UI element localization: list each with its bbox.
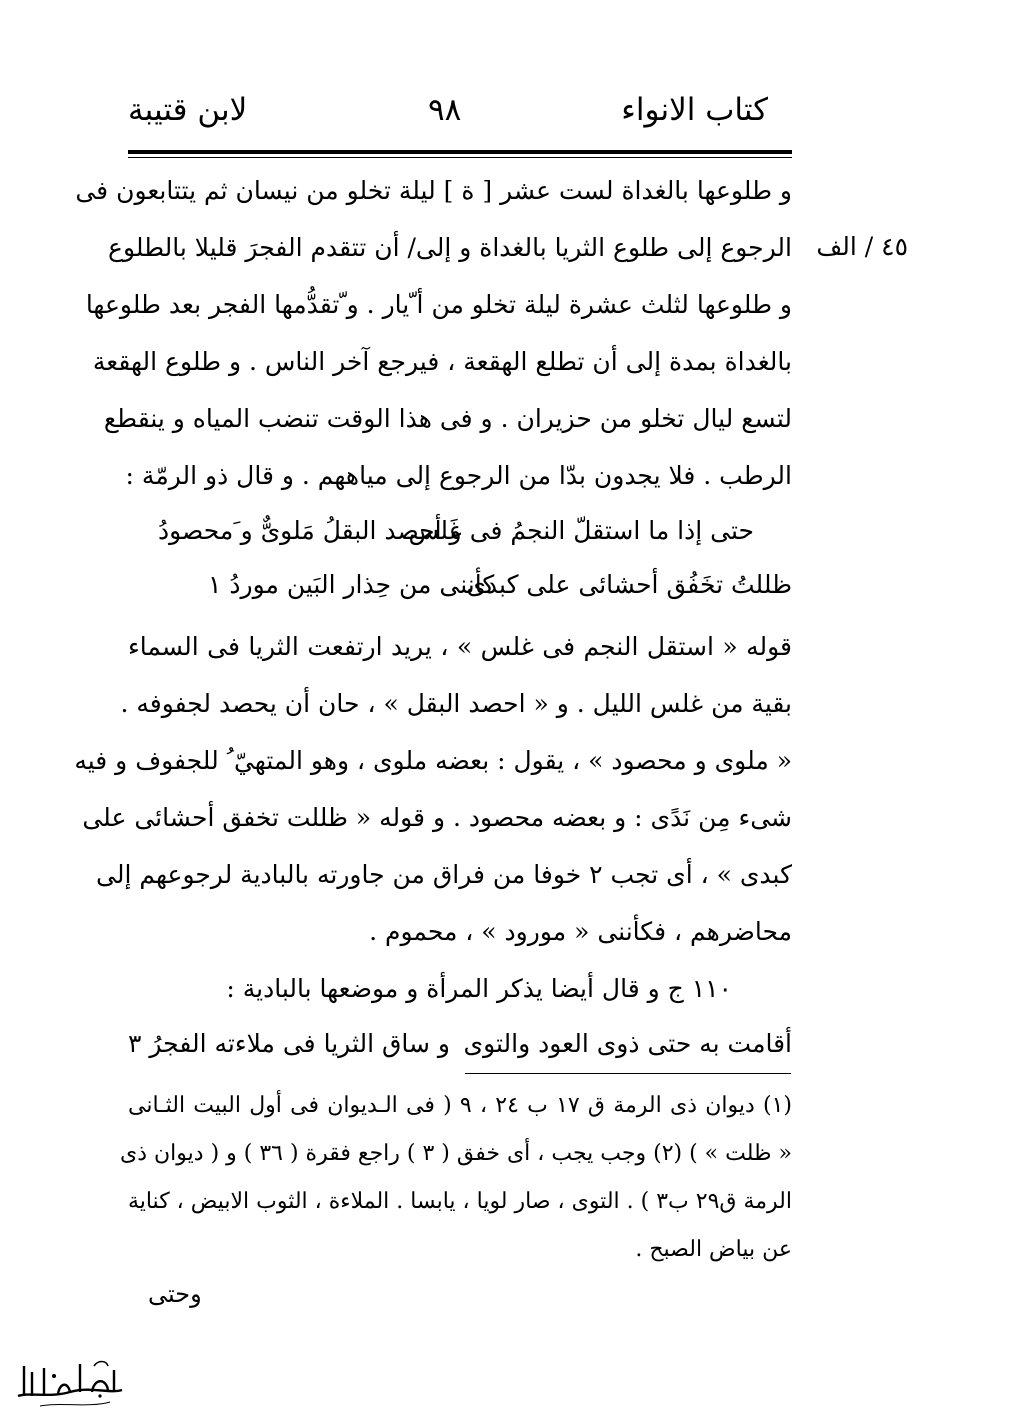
catchword: وحتى [148, 1280, 202, 1308]
library-stamp-logo [10, 1352, 130, 1418]
commentary-line: « ملوى و محصود » ، يقول : بعضه ملوى ، وهو المتهيّ ُ للجفوف و فيه [74, 746, 792, 775]
text-line: الرطب . فلا يجدون بدّا من الرجوع إلى مياههم . و قال ذو الرمّة : [125, 461, 792, 490]
verse-line [128, 558, 792, 612]
commentary-line: كبدى » ، أى تجب ٢ خوفا من فراق من جاورته بالبادية لرجوعهم إلى [96, 860, 792, 889]
manuscript-folio-note: ٤٥ / الف [816, 232, 908, 261]
verse-line [128, 1017, 792, 1071]
hemistich: ظللتُ تخَفُق أحشائى على كبدى [466, 570, 792, 599]
header-rule-thick [128, 150, 792, 154]
commentary-line: محاضرهم ، فكأننى « مورود » ، محموم . [369, 917, 792, 946]
header-rule-thin [128, 157, 792, 158]
main-text [74, 162, 792, 1071]
hemistich: و أحصد البقلُ مَلوىٌّ و َمحصودُ [158, 516, 462, 545]
footnote-line: الرمة ق٢٩ ب٣ ) . التوى ، صار لويا ، يابسا . الملاءة ، الثوب الابيض ، كناية [127, 1189, 792, 1214]
footnote-line: عن بياض الصبح . [635, 1237, 792, 1262]
hemistich: حتى إذا ما استقلّ النجمُ فى غَلس [408, 516, 754, 545]
author-name: لابن قتيبة [128, 92, 248, 128]
hemistich: أقامت به حتى ذوى العود والتوى [463, 1029, 792, 1058]
text-line: الرجوع إلى طلوع الثريا بالغداة و إلى/ أن تتقدم الفجرَ قليلا بالطلوع [108, 233, 792, 262]
hemistich: و ساق الثريا فى ملاءته الفجرُ ٣ [128, 1029, 450, 1058]
text-line: و طلوعها بالغداة لست عشر [ ة ] ليلة تخلو من نيسان ثم يتتابعون فى [75, 176, 792, 205]
section-heading-line: ١١٠ ج و قال أيضا يذكر المرأة و موضعها بالبادية : [226, 974, 732, 1003]
page-number: ٩٨ [428, 92, 462, 128]
verse-line [128, 504, 792, 558]
hemistich: كأننى من حِذار البَين موردُ ١ [208, 570, 495, 599]
text-line: بالغداة بمدة إلى أن تطلع الهقعة ، فيرجع آخر الناس . و طلوع الهقعة [92, 347, 792, 376]
book-title: كتاب الانواء [621, 92, 768, 128]
footnote-rule [465, 1073, 791, 1074]
footnote-line: « ظلت » ) (٢) وجب يجب ، أى خفق ( ٣ ) راجع فقرة ( ٣٦ ) و ( ديوان ذى [120, 1141, 792, 1166]
text-line: و طلوعها لثلث عشرة ليلة تخلو من أ ّيار . و ّتقدُّمها الفجر بعد طلوعها [85, 290, 792, 319]
running-header [128, 92, 768, 142]
commentary-line: شىء مِن نَدًى : و بعضه محصود . و قوله « ظللت تخفق أحشائى على [82, 803, 792, 832]
commentary-line: بقية من غلس الليل . و « احصد البقل » ، حان أن يحصد لجفوفه . [120, 689, 792, 718]
footnote-line: (١) ديوان ذى الرمة ق ١٧ ب ٢٤ ، ٩ ( فى الـديوان فى أول البيت الثـانى [128, 1093, 792, 1118]
commentary-line: قوله « استقل النجم فى غلس » ، يريد ارتفعت الثريا فى السماء [128, 632, 792, 661]
text-line: لتسع ليال تخلو من حزيران . و فى هذا الوقت تنضب المياه و ينقطع [103, 404, 792, 433]
footnotes [120, 1082, 792, 1274]
